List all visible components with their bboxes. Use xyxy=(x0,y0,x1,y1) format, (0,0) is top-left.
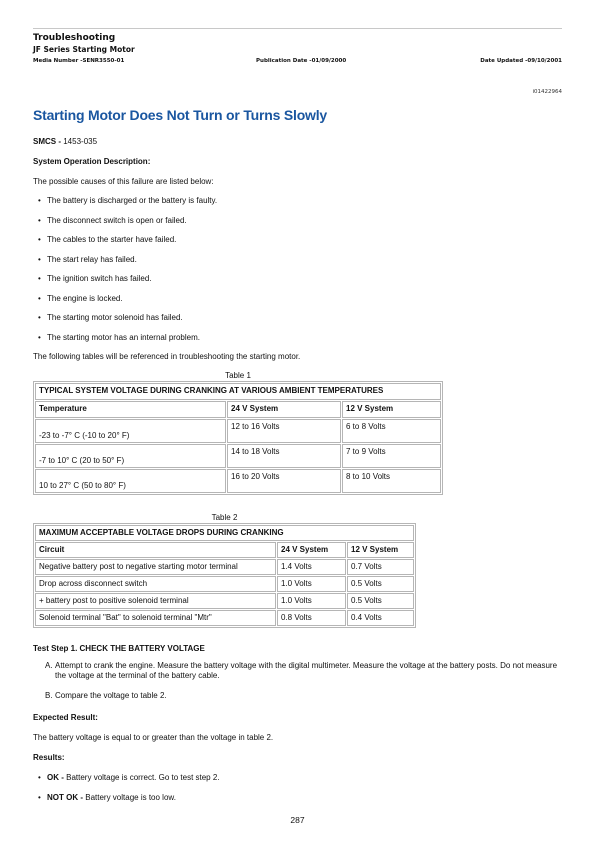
table-cell: 12 to 16 Volts xyxy=(227,419,341,443)
smcs-line xyxy=(33,137,97,146)
table-cell: -7 to 10° C (20 to 50° F) xyxy=(35,444,226,468)
expected-result-text: The battery voltage is equal to or greater than the voltage in table 2. xyxy=(33,733,274,742)
table-cell: 0.4 Volts xyxy=(347,610,414,626)
table-cell: 8 to 10 Volts xyxy=(342,469,441,493)
table-cell: 0.5 Volts xyxy=(347,576,414,592)
table1-header-temperature: Temperature xyxy=(35,401,226,418)
step-letter: B. xyxy=(45,691,53,700)
list-item xyxy=(45,661,561,681)
table-row xyxy=(35,469,441,493)
table-row xyxy=(35,610,414,626)
document-id: i01422964 xyxy=(532,89,562,95)
table-cell: 10 to 27° C (50 to 80° F) xyxy=(35,469,226,493)
table-row xyxy=(35,593,414,609)
table-cell: + battery post to positive solenoid terminal xyxy=(35,593,276,609)
list-item: • The disconnect switch is open or failed. xyxy=(47,216,187,225)
table1-header-12v: 12 V System xyxy=(342,401,441,418)
table-cell: 1.0 Volts xyxy=(277,593,346,609)
table-voltage-drops xyxy=(33,523,416,628)
table-cranking-voltage xyxy=(33,381,443,495)
table-cell: 6 to 8 Volts xyxy=(342,419,441,443)
media-number: Media Number -SENR3550-01 xyxy=(33,58,125,64)
table-cell: 0.8 Volts xyxy=(277,610,346,626)
step-text: Compare the voltage to table 2. xyxy=(55,691,167,700)
table-cell: Solenoid terminal "Bat" to solenoid terminal "Mtr" xyxy=(35,610,276,626)
table-cell: Drop across disconnect switch xyxy=(35,576,276,592)
manual-subtitle: JF Series Starting Motor xyxy=(33,45,135,54)
result-label: NOT OK - xyxy=(47,793,83,802)
result-text: Battery voltage is too low. xyxy=(85,793,176,802)
header-rule xyxy=(33,28,562,29)
list-item: • The start relay has failed. xyxy=(47,255,137,264)
result-label: OK - xyxy=(47,773,64,782)
date-updated: Date Updated -09/10/2001 xyxy=(480,58,562,64)
expected-result-heading: Expected Result: xyxy=(33,713,98,722)
table-cell: 7 to 9 Volts xyxy=(342,444,441,468)
table-cell: 0.7 Volts xyxy=(347,559,414,575)
page-title: Starting Motor Does Not Turn or Turns Slowly xyxy=(33,107,328,123)
table-row xyxy=(35,419,441,443)
table-cell: 1.4 Volts xyxy=(277,559,346,575)
table2-header-12v: 12 V System xyxy=(347,542,414,558)
table1-caption: Table 1 xyxy=(225,371,251,380)
smcs-value: 1453-035 xyxy=(63,137,98,146)
system-operation-heading: System Operation Description: xyxy=(33,157,151,166)
result-text: Battery voltage is correct. Go to test step 2. xyxy=(66,773,220,782)
list-item xyxy=(47,773,220,782)
table-cell: -23 to -7° C (-10 to 20° F) xyxy=(35,419,226,443)
table-cell: 1.0 Volts xyxy=(277,576,346,592)
list-item: • The ignition switch has failed. xyxy=(47,274,152,283)
step-letter: A. xyxy=(45,661,53,670)
list-item: • The engine is locked. xyxy=(47,294,123,303)
list-item: • The battery is discharged or the battery is faulty. xyxy=(47,196,217,205)
table-cell: 14 to 18 Volts xyxy=(227,444,341,468)
table-cell: 16 to 20 Volts xyxy=(227,469,341,493)
table-cell: Negative battery post to negative starting motor terminal xyxy=(35,559,276,575)
table2-caption: Table 2 xyxy=(211,513,238,522)
causes-intro: The possible causes of this failure are listed below: xyxy=(33,177,214,186)
results-heading: Results: xyxy=(33,753,65,762)
list-item: • The cables to the starter have failed. xyxy=(47,235,176,244)
table1-title: TYPICAL SYSTEM VOLTAGE DURING CRANKING AT VARIOUS AMBIENT TEMPERATURES xyxy=(35,383,441,400)
page-number: 287 xyxy=(290,815,305,825)
list-item: • The starting motor solenoid has failed. xyxy=(47,313,183,322)
table-row xyxy=(35,444,441,468)
publication-date: Publication Date -01/09/2000 xyxy=(256,58,347,64)
manual-section-title: Troubleshooting xyxy=(33,33,116,43)
table-row xyxy=(35,559,414,575)
table-row xyxy=(35,576,414,592)
test-step-1-heading: Test Step 1. CHECK THE BATTERY VOLTAGE xyxy=(33,644,205,653)
tables-intro: The following tables will be referenced in troubleshooting the starting motor. xyxy=(33,352,301,361)
table2-header-circuit: Circuit xyxy=(35,542,276,558)
step-text: Attempt to crank the engine. Measure the battery voltage with the digital multimeter. Measure the voltage at the battery posts. Do not measure the voltage at the terminal of the battery cable. xyxy=(55,661,558,680)
list-item xyxy=(47,793,176,802)
table1-header-24v: 24 V System xyxy=(227,401,341,418)
table2-header-24v: 24 V System xyxy=(277,542,346,558)
table2-title: MAXIMUM ACCEPTABLE VOLTAGE DROPS DURING CRANKING xyxy=(35,525,414,541)
list-item xyxy=(45,691,561,701)
table-cell: 0.5 Volts xyxy=(347,593,414,609)
smcs-label: SMCS - xyxy=(33,137,61,146)
list-item: • The starting motor has an internal problem. xyxy=(47,333,200,342)
